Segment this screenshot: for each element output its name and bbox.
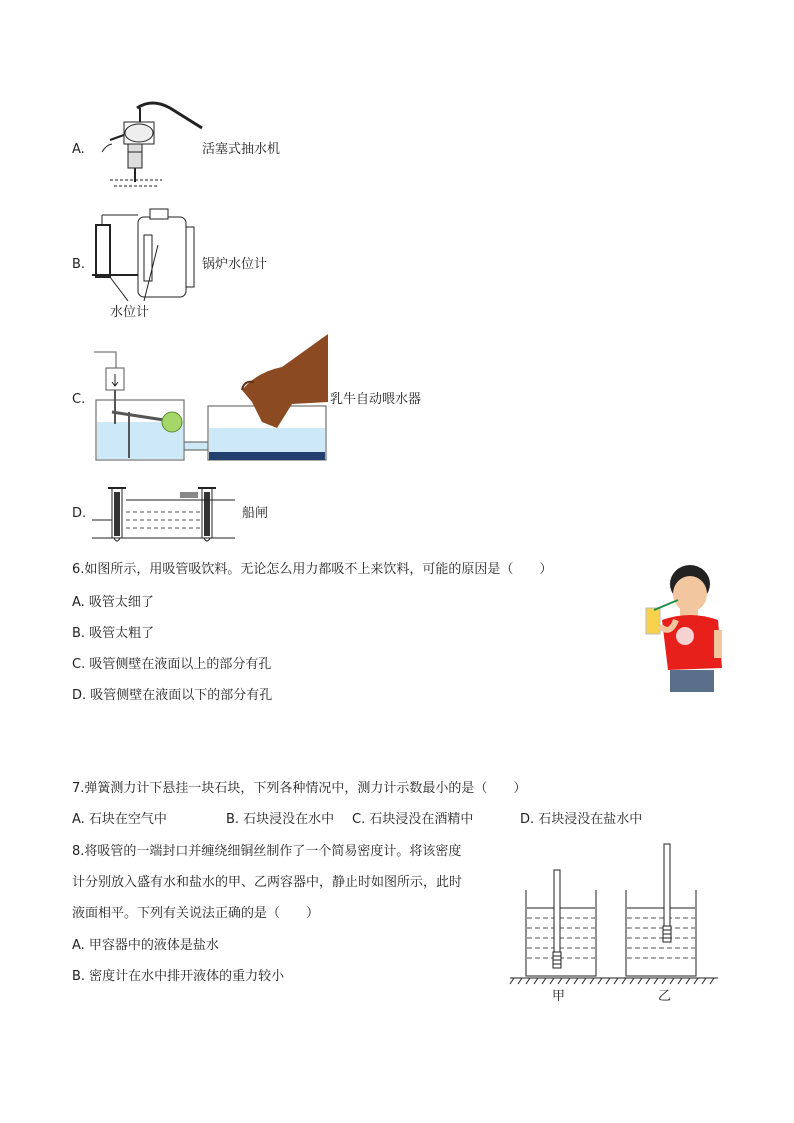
q6-option-d: D. 吸管侧壁在液面以下的部分有孔 (72, 688, 273, 703)
q7-option-a: A. 石块在空气中 (72, 812, 167, 827)
option-d-caption: 船闸 (242, 506, 269, 521)
q8-option-a: A. 甲容器中的液体是盐水 (72, 938, 219, 953)
q6-option-b: B. 吸管太粗了 (72, 626, 155, 641)
boy-drinking-photo (640, 560, 726, 695)
ship-lock-figure (90, 478, 236, 546)
q8-option-b: B. 密度计在水中排开液体的重力较小 (72, 969, 285, 984)
option-c-letter: C. (72, 392, 86, 407)
option-a-letter: A. (72, 142, 85, 157)
option-a-caption: 活塞式抽水机 (202, 142, 281, 157)
option-c-caption: 乳牛自动喂水器 (330, 392, 422, 407)
q8-stem-line-3: 液面相平。下列有关说法正确的是（ ） (72, 906, 320, 921)
piston-pump-figure (92, 100, 207, 190)
q8-stem-line-1: 8.将吸管的一端封口并缠绕细铜丝制作了一个简易密度计。将该密度 (72, 844, 462, 859)
cow-feeder-figure (92, 332, 330, 464)
q6-option-c: C. 吸管侧壁在液面以上的部分有孔 (72, 657, 272, 672)
option-d-letter: D. (72, 506, 87, 521)
q7-stem: 7.弹簧测力计下悬挂一块石块，下列各种情况中，测力计示数最小的是（ ） (72, 781, 527, 796)
q6-stem: 6.如图所示，用吸管吸饮料。无论怎么用力都吸不上来饮料，可能的原因是（ ） (72, 562, 553, 577)
water-gauge-label: 水位计 (110, 305, 150, 320)
q7-option-c: C. 石块浸没在酒精中 (352, 812, 474, 827)
option-b-letter: B. (72, 257, 86, 272)
option-b-caption: 锅炉水位计 (202, 257, 268, 272)
q7-option-b: B. 石块浸没在水中 (226, 812, 335, 827)
hydrometer-containers-figure (508, 838, 722, 986)
container-label-jia: 甲 (552, 989, 566, 1004)
q7-option-d: D. 石块浸没在盐水中 (520, 812, 643, 827)
q8-stem-line-2: 计分别放入盛有水和盐水的甲、乙两容器中，静止时如图所示，此时 (72, 875, 463, 890)
container-label-yi: 乙 (658, 989, 672, 1004)
q6-option-a: A. 吸管太细了 (72, 595, 154, 610)
boiler-gauge-figure (88, 205, 208, 303)
